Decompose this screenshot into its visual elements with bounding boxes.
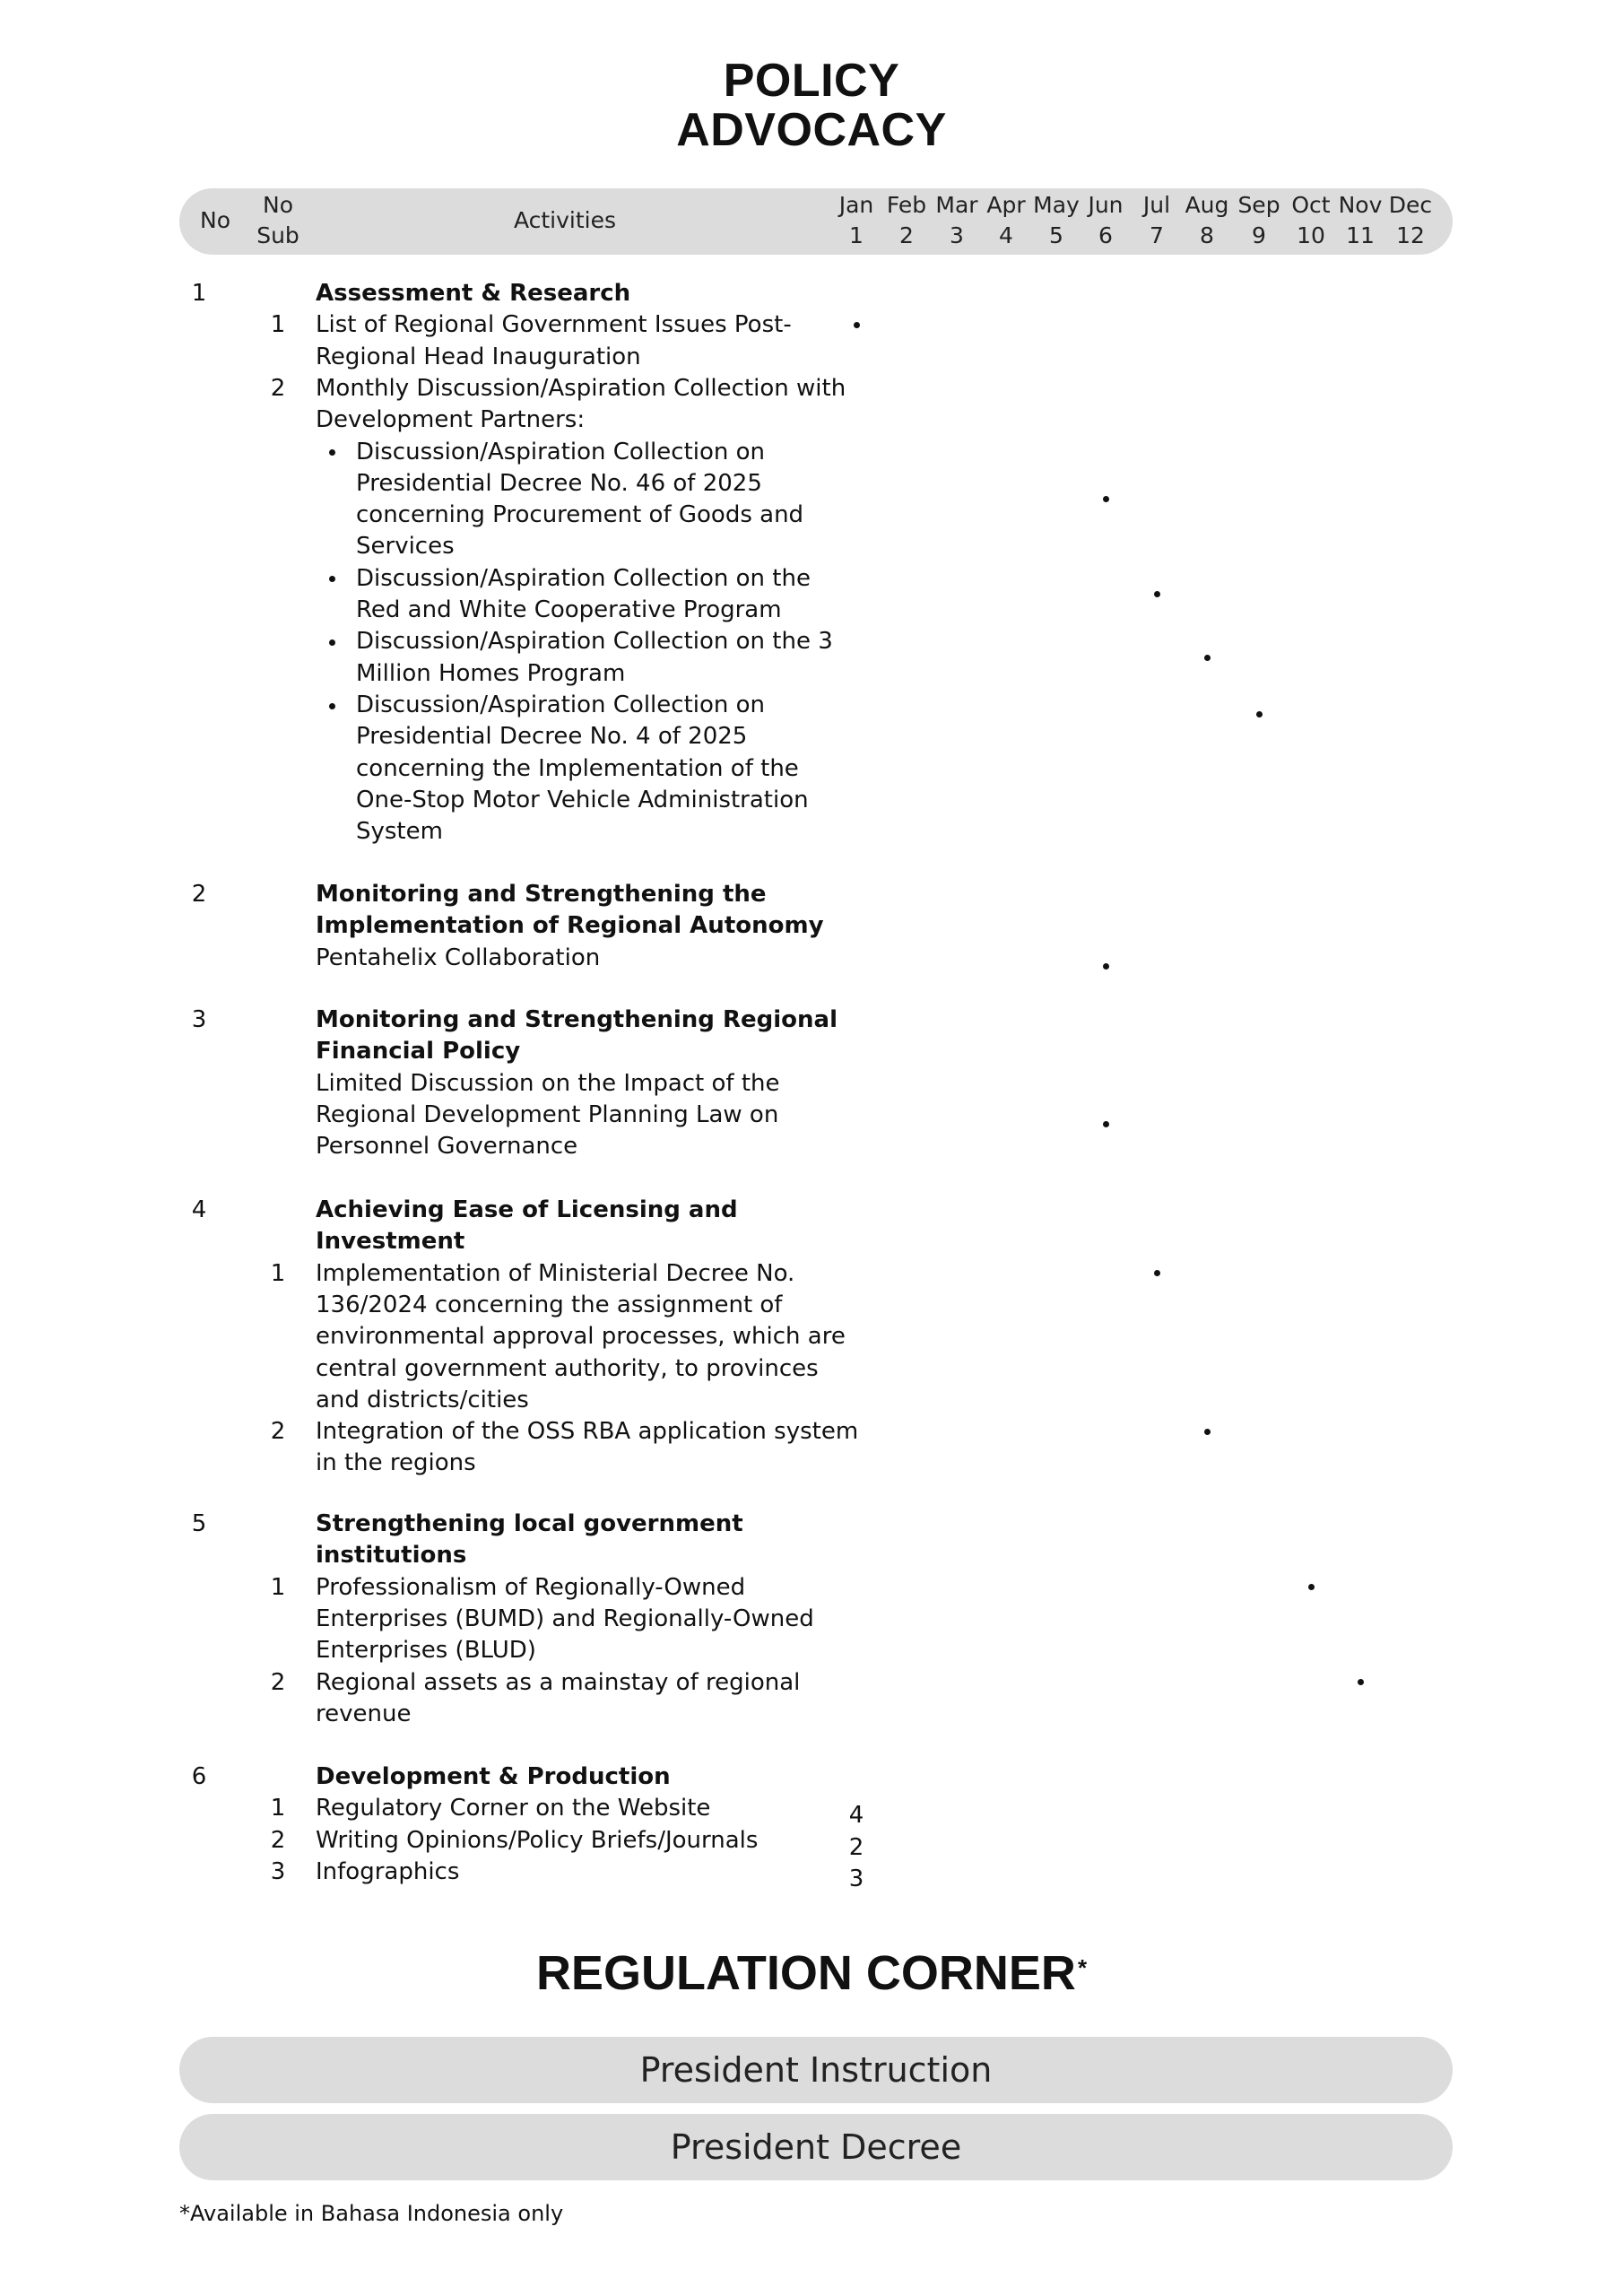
section-title: Assessment & Research (316, 280, 631, 307)
section-title: Strengthening local government (316, 1510, 743, 1537)
schedule-mark (1358, 1679, 1364, 1685)
activity-text: 136/2024 concerning the assignment of (316, 1291, 783, 1318)
schedule-mark (1308, 1584, 1315, 1590)
page-title-line1: POLICY (723, 55, 900, 107)
bullet-text: Million Homes Program (356, 659, 626, 687)
activity-text: Development Partners: (316, 406, 586, 434)
footnote: *Available in Bahasa Indonesia only (179, 2201, 564, 2226)
activity-text: Limited Discussion on the Impact of the (316, 1069, 780, 1097)
bullet-dot (329, 576, 335, 582)
schedule-mark (1154, 591, 1160, 597)
header-month-number: 9 (1252, 222, 1266, 248)
bullet-text: Services (356, 533, 455, 561)
header-activities: Activities (513, 207, 617, 233)
activity-text: Professionalism of Regionally-Owned (316, 1573, 746, 1601)
schedule-mark (1204, 655, 1211, 661)
bullet-text: Discussion/Aspiration Collection on the 3 (356, 628, 833, 656)
header-no-sub-line2: Sub (256, 222, 299, 248)
header-month-number: 8 (1200, 222, 1214, 248)
section-title: institutions (316, 1542, 467, 1570)
header-month-number: 7 (1150, 222, 1164, 248)
activity-text: Implementation of Ministerial Decree No. (316, 1259, 795, 1287)
bullet-text: System (356, 818, 443, 846)
schedule-mark (1103, 1121, 1109, 1127)
header-month-name: Nov (1338, 192, 1383, 218)
schedule-mark (1204, 1429, 1211, 1435)
activity-text: Writing Opinions/Policy Briefs/Journals (316, 1826, 759, 1854)
section-number: 6 (191, 1763, 207, 1790)
header-month-name: Dec (1388, 192, 1433, 218)
jan-count: 4 (848, 1802, 864, 1830)
bullet-text: concerning Procurement of Goods and (356, 501, 804, 529)
activity-text: central government authority, to provinces (316, 1354, 819, 1382)
activity-text: Regulatory Corner on the Website (316, 1795, 711, 1822)
president-decree-button[interactable]: President Decree (179, 2114, 1453, 2180)
header-month-number: 11 (1346, 222, 1375, 248)
section-number: 2 (191, 881, 207, 908)
header-no-sub-line1: No (263, 192, 293, 218)
sub-number: 2 (270, 1826, 286, 1854)
header-month-number: 10 (1297, 222, 1325, 248)
header-month-name: Oct (1291, 192, 1331, 218)
schedule-mark (1103, 963, 1109, 970)
section-number: 4 (191, 1196, 207, 1223)
activity-text: Enterprises (BLUD) (316, 1637, 536, 1665)
sub-number: 3 (270, 1857, 286, 1885)
sub-number: 1 (270, 1573, 286, 1601)
header-month-name: Jun (1088, 192, 1124, 218)
header-month-number: 6 (1098, 222, 1113, 248)
page-title-line2: ADVOCACY (676, 104, 947, 156)
header-month-name: Feb (886, 192, 927, 218)
activity-text: in the regions (316, 1449, 476, 1477)
jan-count: 3 (848, 1865, 864, 1892)
section-title: Achieving Ease of Licensing and (316, 1196, 738, 1223)
header-month-name: Sep (1237, 192, 1280, 218)
header-month-number: 3 (950, 222, 964, 248)
header-month-name: Jan (838, 192, 874, 218)
schedule-mark (1103, 496, 1109, 502)
section-title: Investment (316, 1228, 465, 1256)
header-month-number: 1 (849, 222, 864, 248)
header-month-number: 12 (1396, 222, 1425, 248)
regulation-corner-title (0, 1946, 1623, 2000)
bullet-text: Red and White Cooperative Program (356, 596, 782, 623)
activity-text: Regional Development Planning Law on (316, 1100, 779, 1128)
activity-text: Regional assets as a mainstay of regional (316, 1668, 801, 1696)
header-month-number: 2 (899, 222, 914, 248)
activity-text: revenue (316, 1700, 412, 1727)
activity-text: Integration of the OSS RBA application system (316, 1418, 859, 1446)
activity-text: List of Regional Government Issues Post- (316, 311, 792, 339)
bullet-dot (329, 639, 335, 646)
regulation-corner-mark: * (1077, 1954, 1088, 1981)
section-title: Development & Production (316, 1763, 671, 1790)
section-number: 1 (191, 280, 207, 307)
bullet-dot (329, 449, 335, 456)
header-month-name: May (1033, 192, 1080, 218)
header-no: No (200, 207, 230, 233)
header-month-name: Apr (986, 192, 1026, 218)
section-title: Monitoring and Strengthening Regional (316, 1006, 838, 1033)
bullet-dot (329, 703, 335, 709)
jan-count: 2 (848, 1833, 864, 1861)
header-month-name: Jul (1142, 192, 1171, 218)
sub-number: 2 (270, 374, 286, 402)
section-title: Financial Policy (316, 1038, 521, 1065)
section-number: 3 (191, 1006, 207, 1033)
section-title: Implementation of Regional Autonomy (316, 912, 824, 940)
sub-number: 2 (270, 1418, 286, 1446)
activity-text: Infographics (316, 1857, 460, 1885)
section-number: 5 (191, 1510, 207, 1537)
sub-number: 1 (270, 311, 286, 339)
bullet-text: One-Stop Motor Vehicle Administration (356, 786, 809, 813)
bullet-text: Discussion/Aspiration Collection on (356, 691, 766, 718)
section-title: Monitoring and Strengthening the (316, 881, 767, 908)
header-month-name: Mar (935, 192, 978, 218)
sub-number: 1 (270, 1259, 286, 1287)
regulation-corner-title-text: REGULATION CORNER (535, 1946, 1076, 2000)
schedule-mark (1256, 711, 1263, 718)
activity-text: Regional Head Inauguration (316, 343, 641, 370)
schedule-mark (1154, 1270, 1160, 1276)
activity-text: Pentahelix Collaboration (316, 944, 601, 971)
president-instruction-button[interactable]: President Instruction (179, 2037, 1453, 2103)
bullet-text: concerning the Implementation of the (356, 754, 799, 782)
bullet-text: Presidential Decree No. 46 of 2025 (356, 469, 762, 497)
activity-text: environmental approval processes, which are (316, 1323, 846, 1351)
bullet-text: Discussion/Aspiration Collection on (356, 438, 766, 465)
header-month-number: 4 (999, 222, 1013, 248)
activity-text: and districts/cities (316, 1386, 529, 1413)
header-month-number: 5 (1049, 222, 1063, 248)
schedule-mark (854, 322, 860, 328)
activity-text: Personnel Governance (316, 1133, 578, 1161)
bullet-text: Discussion/Aspiration Collection on the (356, 564, 811, 592)
activity-text: Enterprises (BUMD) and Regionally-Owned (316, 1605, 814, 1632)
bullet-text: Presidential Decree No. 4 of 2025 (356, 723, 748, 751)
sub-number: 1 (270, 1795, 286, 1822)
header-month-name: Aug (1185, 192, 1229, 218)
sub-number: 2 (270, 1668, 286, 1696)
activity-text: Monthly Discussion/Aspiration Collection with (316, 374, 846, 402)
